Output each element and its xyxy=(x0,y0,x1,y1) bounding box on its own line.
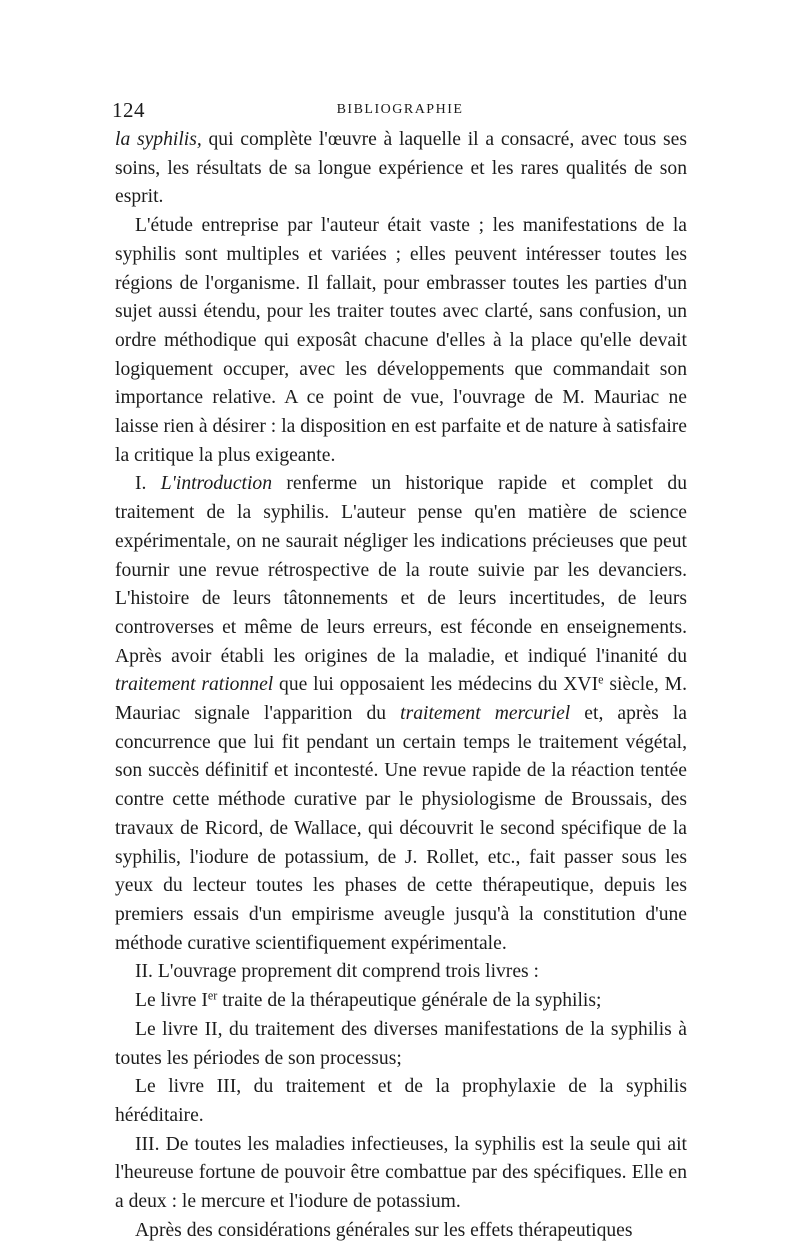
italic-title: la syphilis, xyxy=(115,129,202,150)
paragraph-continuation xyxy=(115,126,687,212)
paragraph: Le livre III, du traitement et de la prophylaxie de la syphilis héréditaire. xyxy=(115,1076,687,1126)
paragraph: Le livre II, du traitement des diverses manifestations de la syphilis à toutes les périodes de son processus; xyxy=(115,1018,687,1069)
paragraph-introduction xyxy=(115,470,687,958)
paragraph-text: renferme un historique rapide et complet du traitement de la syphilis. L'auteur pense qu'en matière de science expérimentale, on ne saurait négliger les indications précieuses que peut fournir une revue rétrospective de la route suivie par les devanciers. L'histoire de leurs tâtonnements et de leurs incertitudes, de leurs controverses et même de leurs erreurs, est féconde en enseignements. Après avoir établi les origines de la maladie, et indiqué l'inanité du xyxy=(115,473,687,667)
paragraph: L'étude entreprise par l'auteur était vaste ; les manifestations de la syphilis sont multiples et variées ; elles peuvent intéresser toutes les régions de l'organisme. Il fallait, pour embrasser toutes les parties d'un sujet aussi étendu, pour les traiter toutes avec clarté, sans confusion, un ordre méthodique qui exposât chacune d'elles à la place qu'elle devait logiquement occuper, avec les développements que commandait son importance relative. A ce point de vue, l'ouvrage de M. Mauriac ne laisse rien à désirer : la disposition en est parfaite et de nature à satisfaire la critique la plus exigeante. xyxy=(115,215,687,466)
paragraph: II. L'ouvrage proprement dit comprend trois livres : xyxy=(135,961,539,983)
running-title: BIBLIOGRAPHIE xyxy=(336,102,464,117)
body-text xyxy=(115,126,687,1245)
superscript: e xyxy=(598,672,604,687)
superscript: er xyxy=(207,988,218,1003)
paragraph xyxy=(115,987,687,1016)
paragraph: III. De toutes les maladies infectieuses, la syphilis est la seule qui ait l'heureuse fortune de pouvoir être combattue par des spécifiques. Elle en a deux : le mercure et l'iodure de potassium. xyxy=(115,1133,687,1213)
paragraph-text: siècle, M. Mauriac signale l'apparition du xyxy=(115,674,687,725)
paragraph-text: et, après la concurrence que lui fit pendant un certain temps le traitement végétal, son succès définitif et incontesté. Une revue rapide de la réaction tentée contre cette méthode curative par le physiologisme de Broussais, des travaux de Ricord, de Wallace, qui découvrit le second spécifique de la syphilis, l'iodure de potassium, de J. Rollet, etc., fait passer sous les yeux du lecteur toutes les phases de cette thérapeutique, depuis les premiers essais d'un empirisme aveugle jusqu'à la constitution d'une méthode curative scientifiquement expérimentale. xyxy=(115,703,687,954)
italic-term: traitement rationnel xyxy=(115,674,274,696)
paragraph-text: traite de la thérapeutique générale de la syphilis; xyxy=(217,990,602,1012)
section-number: I. xyxy=(135,473,161,495)
italic-term: traitement mercuriel xyxy=(400,703,571,725)
paragraph-text: qui complète l'œuvre à laquelle il a consacré, avec tous ses soins, les résultats de sa longue expérience et les rares qualités de son esprit. xyxy=(115,129,687,208)
italic-term: L'introduction xyxy=(160,473,273,495)
page-header xyxy=(112,98,688,124)
paragraph-text: Le livre I xyxy=(135,990,208,1012)
paragraph-text: que lui opposaient les médecins du XVI xyxy=(273,674,599,696)
page-number: 124 xyxy=(112,98,145,122)
paragraph: Après des considérations générales sur les effets thérapeutiques xyxy=(135,1219,633,1241)
